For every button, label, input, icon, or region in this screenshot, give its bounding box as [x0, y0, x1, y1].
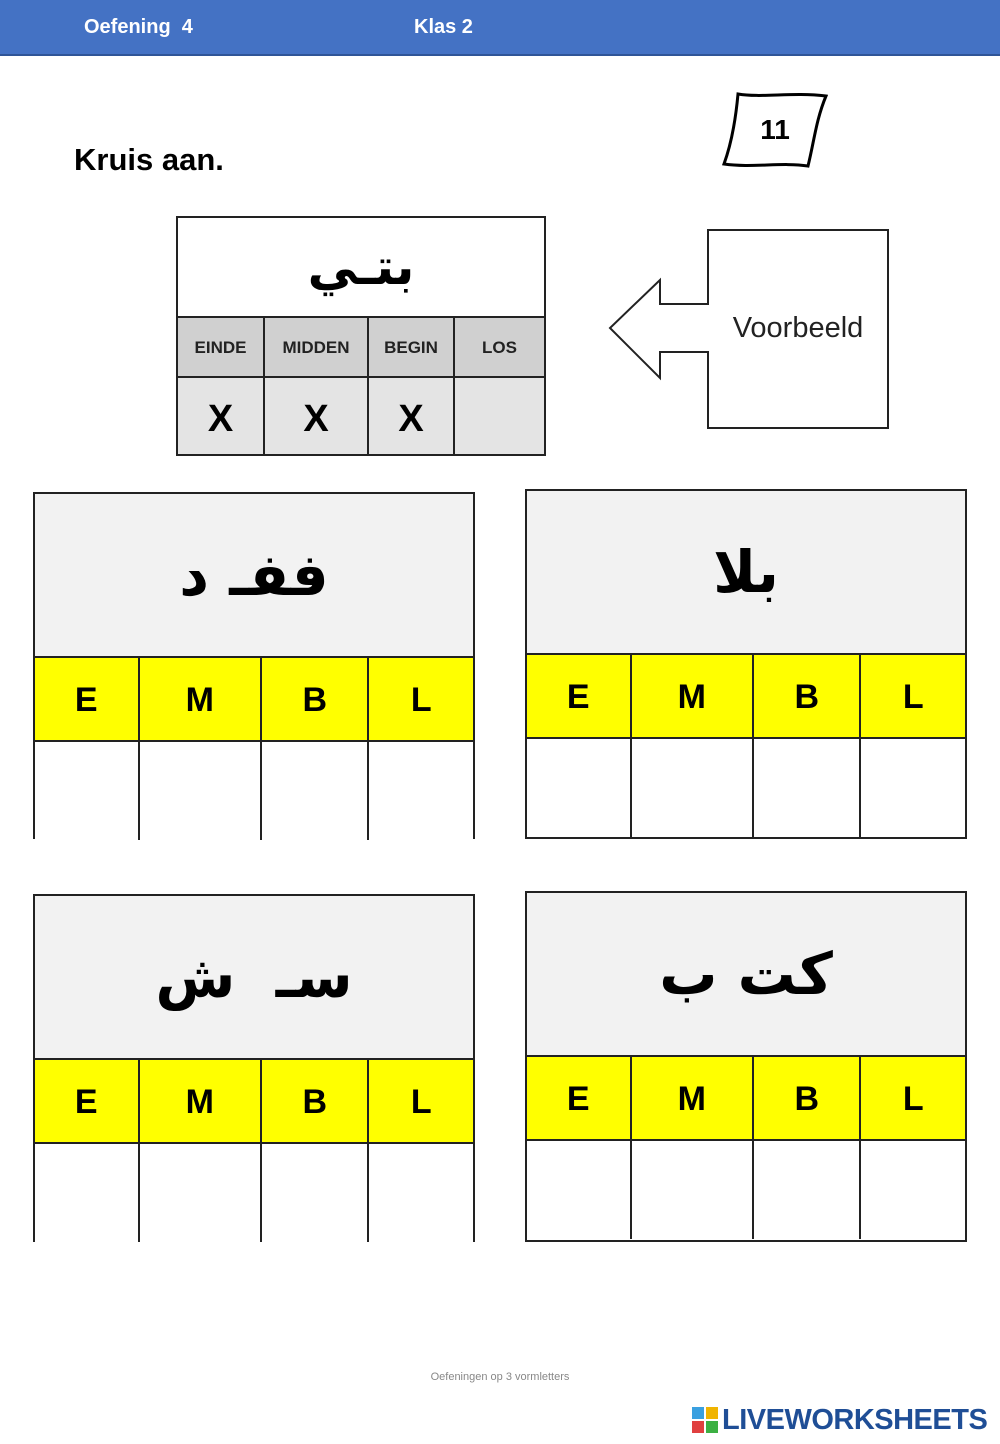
answer-cell-b[interactable]	[262, 1144, 370, 1242]
label-b: B	[754, 655, 862, 739]
exercise-card-3	[33, 894, 475, 1242]
exercise-card-4	[525, 891, 967, 1242]
liveworksheets-logo[interactable]	[692, 1402, 987, 1438]
class-label: Klas 2	[414, 16, 473, 38]
answer-cell-l[interactable]	[861, 1141, 965, 1239]
example-col-einde: EINDE	[178, 318, 265, 378]
example-col-los: LOS	[455, 318, 544, 378]
label-l: L	[369, 658, 473, 742]
exercise-word: ففـ د	[35, 494, 473, 658]
answer-cell-b[interactable]	[262, 742, 370, 840]
exercise-word: سـ ش	[35, 896, 473, 1060]
label-e: E	[527, 655, 632, 739]
label-b: B	[262, 658, 370, 742]
label-l: L	[861, 655, 965, 739]
footer-note: Oefeningen op 3 vormletters	[430, 1371, 570, 1383]
label-row	[35, 658, 473, 742]
exercise-card-2	[525, 489, 967, 839]
example-card	[176, 216, 546, 456]
answer-cell-e[interactable]	[527, 739, 632, 837]
exercise-card-1	[33, 492, 475, 839]
label-row	[527, 1057, 965, 1141]
example-mark-begin: X	[369, 378, 455, 454]
answer-row	[527, 1141, 965, 1239]
example-col-begin: BEGIN	[369, 318, 455, 378]
answer-cell-m[interactable]	[140, 1144, 262, 1242]
example-marks-row	[178, 378, 544, 454]
label-m: M	[140, 658, 262, 742]
answer-row	[527, 739, 965, 837]
brand-name: LIVEWORKSHEETS	[722, 1403, 988, 1436]
answer-cell-l[interactable]	[369, 1144, 473, 1242]
label-e: E	[35, 1060, 140, 1144]
label-row	[35, 1060, 473, 1144]
label-l: L	[861, 1057, 965, 1141]
exercise-word: كت ب	[527, 893, 965, 1057]
example-mark-einde: X	[178, 378, 265, 454]
answer-cell-m[interactable]	[632, 1141, 754, 1239]
label-b: B	[262, 1060, 370, 1144]
example-header-row	[178, 318, 544, 378]
label-row	[527, 655, 965, 739]
label-m: M	[140, 1060, 262, 1144]
exercise-word: بلا	[527, 491, 965, 655]
label-m: M	[632, 1057, 754, 1141]
answer-cell-e[interactable]	[35, 742, 140, 840]
callout-label: Voorbeeld	[732, 312, 864, 344]
label-e: E	[35, 658, 140, 742]
label-e: E	[527, 1057, 632, 1141]
answer-row	[35, 1144, 473, 1242]
label-m: M	[632, 655, 754, 739]
label-l: L	[369, 1060, 473, 1144]
answer-cell-b[interactable]	[754, 739, 862, 837]
header-bar	[0, 0, 1000, 56]
example-word: بتـي	[178, 218, 544, 318]
answer-cell-m[interactable]	[140, 742, 262, 840]
answer-cell-b[interactable]	[754, 1141, 862, 1239]
answer-cell-m[interactable]	[632, 739, 754, 837]
page-number: 11	[760, 114, 790, 145]
answer-cell-l[interactable]	[369, 742, 473, 840]
example-mark-midden: X	[265, 378, 369, 454]
example-callout	[608, 228, 890, 430]
label-b: B	[754, 1057, 862, 1141]
answer-cell-l[interactable]	[861, 739, 965, 837]
exercise-title: Oefening 4	[84, 16, 193, 38]
liveworksheets-mark-icon	[692, 1407, 718, 1433]
page-number-badge	[722, 92, 828, 168]
example-mark-los	[455, 378, 544, 454]
instruction-heading: Kruis aan.	[74, 142, 224, 177]
example-col-midden: MIDDEN	[265, 318, 369, 378]
answer-row	[35, 742, 473, 840]
answer-cell-e[interactable]	[35, 1144, 140, 1242]
answer-cell-e[interactable]	[527, 1141, 632, 1239]
